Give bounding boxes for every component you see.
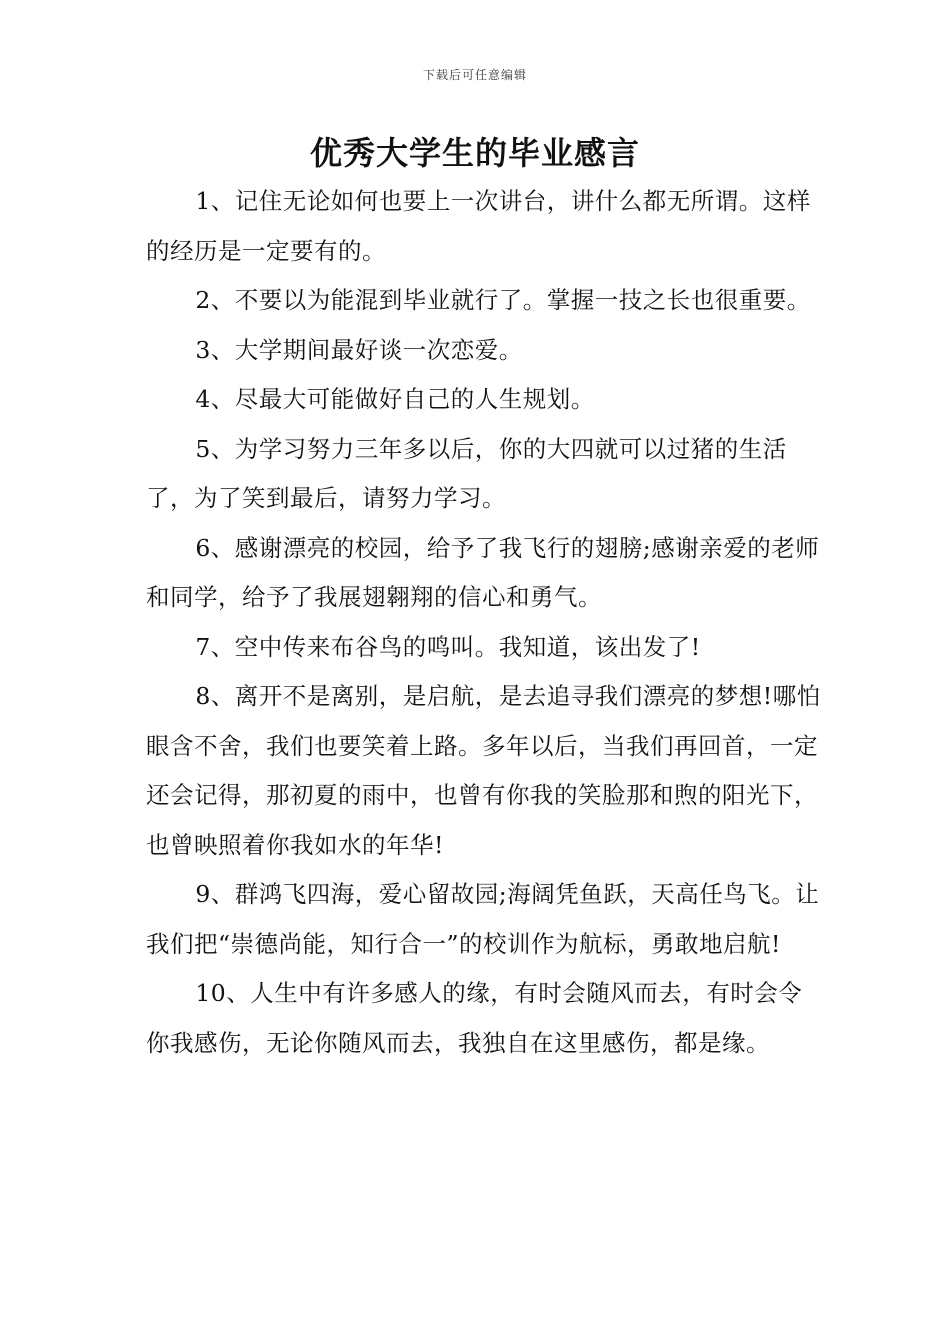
paragraph-10: 10、人生中有许多感人的缘，有时会随风而去，有时会令你我感伤，无论你随风而去，我独自在这里感伤，都是缘。: [146, 979, 803, 1057]
paragraph-4: 4、尽最大可能做好自己的人生规划。: [195, 385, 595, 413]
page-title: 优秀大学生的毕业感言: [309, 134, 640, 172]
paragraph-3: 3、大学期间最好谈一次恋爱。: [195, 335, 523, 364]
paragraph-5: 5、为学习努力三年多以后，你的大四就可以过猪的生活了，为了笑到最后，请努力学习。: [146, 434, 787, 512]
document-body: [146, 177, 826, 1068]
paragraph-2: 2、不要以为能混到毕业就行了。掌握一技之长也很重要。: [195, 286, 811, 314]
paragraph-8: 8、离开不是离别，是启航，是去追寻我们漂亮的梦想!哪怕眼含不舍，我们也要笑着上路。多年以后，当我们再回首，一定还会记得，那初夏的雨中，也曾有你我的笑脸那和煦的阳光下，也曾映照着你我如水的年华!: [146, 682, 821, 859]
paragraph-6: 6、感谢漂亮的校园，给予了我飞行的翅膀;感谢亲爱的老师和同学，给予了我展翅翱翔的信心和勇气。: [146, 533, 820, 611]
paragraph-9: 9、群鸿飞四海，爱心留故园;海阔凭鱼跃，天高任鸟飞。让我们把“崇德尚能，知行合一”的校训作为航标，勇敢地启航!: [146, 880, 820, 958]
paragraph-1: 1、记住无论如何也要上一次讲台，讲什么都无所谓。这样的经历是一定要有的。: [146, 187, 811, 265]
paragraph-7: 7、空中传来布谷鸟的鸣叫。我知道，该出发了!: [195, 632, 701, 661]
header-note: 下载后可任意编辑: [422, 68, 527, 82]
